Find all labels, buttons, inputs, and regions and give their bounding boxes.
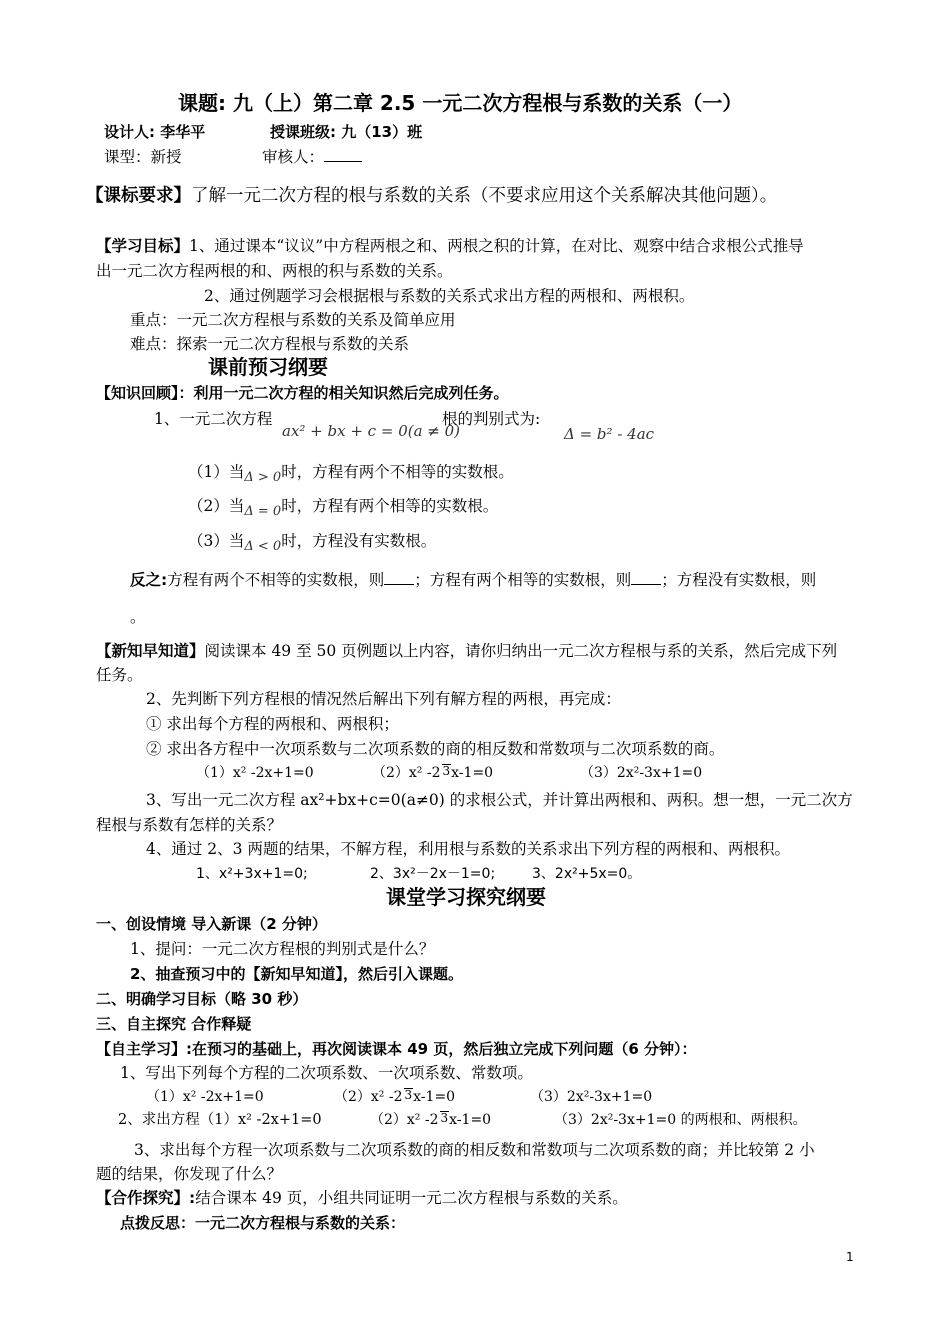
review-text: ：利用一元二次方程的相关知识然后完成列任务。: [178, 384, 509, 402]
q4: 4、通过 2、3 两题的结果，不解方程，利用根与系数的关系求出下列方程的两根和、两根积。: [146, 840, 790, 858]
sqrt-3: 3: [404, 1088, 413, 1102]
converse-line: [130, 570, 816, 590]
reviewer-label: 审核人：: [262, 148, 325, 166]
case3: [188, 531, 436, 553]
problem-2-eq2-a: （2）x² -2: [370, 1112, 439, 1128]
q3-line1: 3、写出一元二次方程 ax²+bx+c=0(a≠0) 的求根公式，并计算出两根和、两积。想一想，一元二次方: [146, 791, 853, 809]
problem-2-eq3: （3）2x²-3x+1=0 的两根和、两根积。: [554, 1112, 807, 1128]
newknow-line1: [96, 641, 837, 661]
standard-line: [86, 186, 777, 206]
section-2: 二、明确学习目标（略 30 秒）: [96, 990, 308, 1008]
lesson-type: 课型：新授: [104, 148, 182, 166]
key-point: 重点：一元二次方程根与系数的关系及简单应用: [130, 311, 456, 329]
converse-blank-1: [384, 570, 414, 585]
converse-3: ；方程没有实数根，则: [661, 571, 817, 589]
case1-b: 时，方程有两个不相等的实数根。: [281, 463, 514, 481]
goals-line3: 2、通过例题学习会根据根与系数的关系式求出方程的两根和、两根积。: [204, 287, 695, 305]
case3-a: （3）当: [188, 532, 245, 550]
q2-item1: ① 求出每个方程的两根和、两根积；: [146, 715, 399, 733]
converse-end: 。: [130, 608, 146, 626]
q1-discriminant: Δ = b² - 4ac: [564, 425, 655, 443]
q2-item2: ② 求出各方程中一次项系数与二次项系数的商的相反数和常数项与二次项系数的商。: [146, 740, 725, 758]
standard-text: 了解一元二次方程的根与系数的关系（不要求应用这个关系解决其他问题）。: [191, 186, 778, 206]
problem-1-eq2-a: （2）x² -2: [334, 1089, 403, 1105]
review-line: [96, 383, 509, 403]
newknow-tag: 【新知早知道】: [96, 642, 205, 660]
case1: [188, 462, 514, 484]
q1-disc-label: 根的判别式为:: [442, 410, 541, 428]
problem-1: 1、写出下列每个方程的二次项系数、一次项系数、常数项。: [120, 1064, 533, 1082]
q2: 2、先判断下列方程根的情况然后解出下列有解方程的两根，再完成：: [146, 690, 621, 708]
case2-math: Δ = 0: [244, 504, 282, 519]
designer: 设计人: 李华平: [104, 123, 206, 141]
difficulty-point: 难点：探索一元二次方程根与系数的关系: [130, 335, 410, 353]
section-3: 三、自主探究 合作释疑: [96, 1015, 252, 1033]
q2-eq2-b: x-1=0: [451, 765, 494, 781]
goals-tag: 【学习目标】: [96, 237, 190, 255]
goals-line2: 出一元二次方程两根的和、两根的积与系数的关系。: [96, 262, 453, 280]
q2-eq1: （1）x² -2x+1=0: [196, 765, 314, 781]
case1-math: Δ > 0: [244, 470, 282, 485]
case3-math: Δ < 0: [244, 539, 282, 554]
class-label: 授课班级: 九（13）班: [270, 123, 423, 141]
coop-text: 结合课本 49 页，小组共同证明一元二次方程根与系数的关系。: [195, 1189, 628, 1207]
q1-equation: ax² + bx + c = 0(a ≠ 0): [282, 422, 461, 440]
problem-1-eq2-b: x-1=0: [413, 1089, 456, 1105]
q3-line2: 程根与系数有怎样的关系？: [96, 816, 283, 834]
problem-2-eq2: [370, 1110, 491, 1130]
section-1-item1: 1、提问：一元二次方程根的判别式是什么？: [130, 940, 435, 958]
converse-tag: 反之:: [130, 571, 168, 589]
self-study-tag: 【自主学习】:: [96, 1040, 192, 1058]
goals-line1: [96, 236, 804, 256]
reviewer: [262, 147, 362, 167]
problem-2-eq2-b: x-1=0: [449, 1112, 492, 1128]
case1-a: （1）当: [188, 463, 245, 481]
newknow-line2: 任务。: [96, 666, 143, 684]
reviewer-blank: [324, 147, 362, 162]
case2: [188, 496, 498, 518]
q4-eq2: 2、3x²－2x－1=0;: [370, 866, 496, 882]
problem-1-eq1: （1）x² -2x+1=0: [146, 1089, 264, 1105]
preview-heading: 课前预习纲要: [208, 355, 328, 379]
self-study-text: 在预习的基础上，再次阅读课本 49 页，然后独立完成下列问题（6 分钟）：: [192, 1040, 697, 1058]
converse-blank-2: [631, 570, 661, 585]
section-1-item2: 2、抽查预习中的【新知早知道】，然后引入课题。: [130, 965, 463, 983]
q4-eq3: 3、2x²+5x=0。: [532, 866, 642, 882]
problem-1-eq2: [334, 1087, 455, 1107]
case3-b: 时，方程没有实数根。: [281, 532, 437, 550]
problem-3-line2: 题的结果，你发现了什么？: [96, 1165, 283, 1183]
page-number: 1: [846, 1250, 854, 1264]
q4-eq1: 1、x²+3x+1=0;: [196, 866, 308, 882]
sqrt-3: 3: [442, 764, 451, 778]
section-1: 一、创设情境 导入新课（2 分钟）: [96, 915, 327, 933]
sqrt-3: 3: [440, 1111, 449, 1125]
standard-tag: 【课标要求】: [86, 186, 191, 206]
converse-2: ；方程有两个相等的实数根，则: [414, 571, 632, 589]
goals-line1-text: 1、通过课本“议议”中方程两根之和、两根之积的计算，在对比、观察中结合求根公式推导: [189, 237, 804, 255]
q2-eq2-a: （2）x² -2: [372, 765, 441, 781]
review-tag: 【知识回顾】: [96, 384, 179, 402]
case2-a: （2）当: [188, 497, 245, 515]
page-title: 课题: 九（上）第二章 2.5 一元二次方程根与系数的关系（一）: [178, 91, 743, 115]
coop-line: [96, 1188, 628, 1208]
q1-text: 1、一元二次方程: [154, 410, 273, 428]
case2-b: 时，方程有两个相等的实数根。: [281, 497, 499, 515]
coop-tag: 【合作探究】:: [96, 1189, 196, 1207]
problem-2-a: 2、求出方程（1）x² -2x+1=0: [118, 1112, 322, 1128]
problem-1-eq3: （3）2x²-3x+1=0: [530, 1089, 653, 1105]
classroom-heading: 课堂学习探究纲要: [386, 885, 546, 909]
converse-1: 方程有两个不相等的实数根，则: [167, 571, 385, 589]
problem-3-line1: 3、求出每个方程一次项系数与二次项系数的商的相反数和常数项与二次项系数的商；并比较第 2 小: [134, 1141, 815, 1159]
newknow-line1-text: 阅读课本 49 至 50 页例题以上内容，请你归纳出一元二次方程根与系的关系，然后完成下列: [204, 642, 838, 660]
q2-eq2: [372, 763, 493, 783]
q2-eq3: （3）2x²-3x+1=0: [580, 765, 703, 781]
self-study-line: [96, 1039, 696, 1059]
problem-2: [118, 1110, 322, 1130]
reflect-line: 点拨反思：一元二次方程根与系数的关系：: [120, 1214, 406, 1232]
